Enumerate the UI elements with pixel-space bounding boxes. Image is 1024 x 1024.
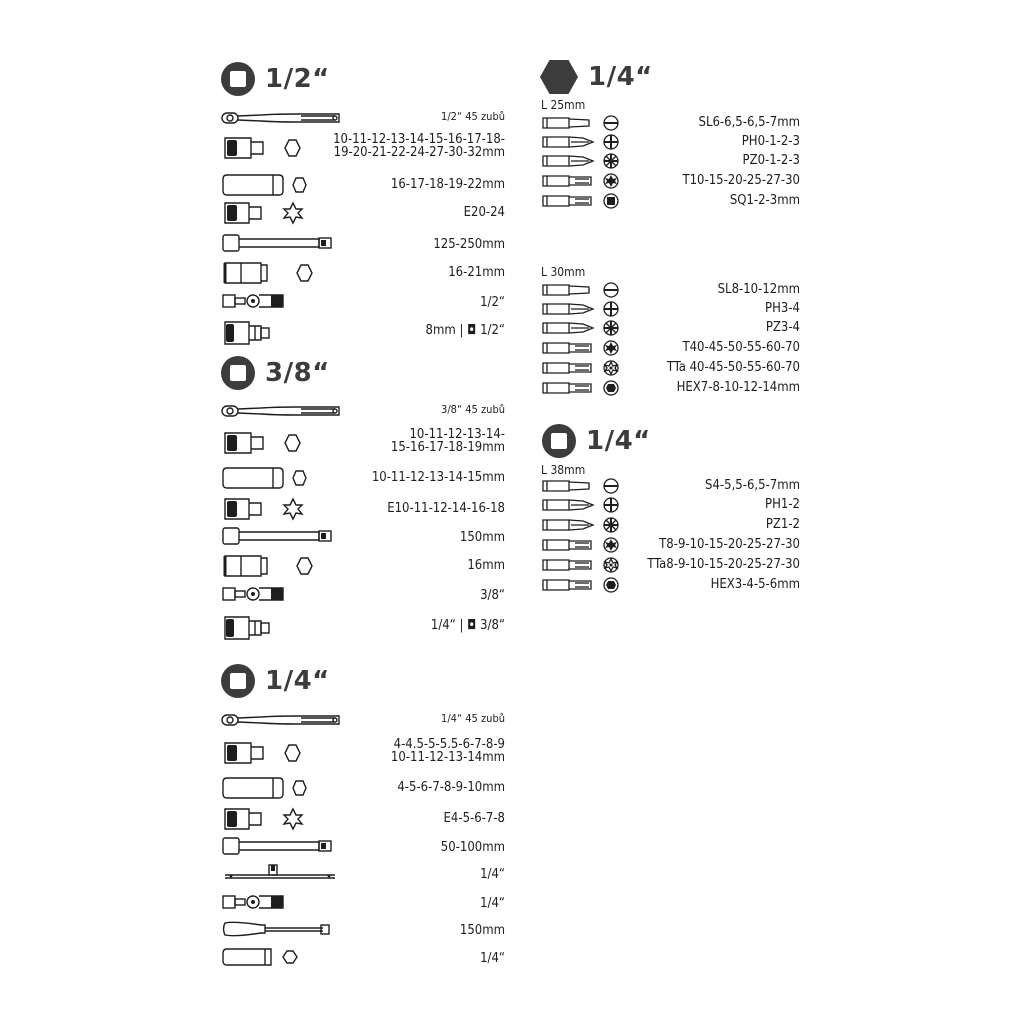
deep-socket-hex-icon <box>221 465 311 495</box>
bit-row <box>541 360 800 376</box>
socket-hex-icon <box>221 430 311 460</box>
bit-length-label: L 25mm <box>541 98 586 112</box>
socket-hex-icon <box>221 740 311 770</box>
bit-row <box>541 153 800 169</box>
tool-row <box>221 946 505 972</box>
torx-bit-icon <box>541 173 621 193</box>
tool-label: 10-11-12-13-14-15mm <box>371 470 505 485</box>
bit-label: PH1-2 <box>765 497 800 512</box>
extension-bar-icon <box>221 232 341 258</box>
tool-row <box>221 318 505 344</box>
tool-label: 1/2“ <box>480 295 505 310</box>
ratchet-icon <box>221 403 341 423</box>
bit-holder-icon <box>221 946 311 972</box>
bit-label: T10-15-20-25-27-30 <box>682 173 800 188</box>
tool-label: E20-24 <box>463 205 505 220</box>
bit-length-label: L 38mm <box>541 463 586 477</box>
tool-row <box>221 862 505 888</box>
tool-label: 3/8“ 45 zubů <box>441 403 505 416</box>
tool-row <box>221 200 505 226</box>
universal-joint-icon <box>221 891 311 917</box>
section-title: 1/4“ <box>588 62 653 92</box>
universal-joint-icon <box>221 290 311 316</box>
bit-row <box>541 173 800 189</box>
slotted-bit-icon <box>541 478 621 498</box>
section-title: 1/4“ <box>265 666 330 696</box>
tool-label: 150mm <box>459 530 505 545</box>
tool-row <box>221 132 505 161</box>
bit-label: T40-45-50-55-60-70 <box>682 340 800 355</box>
bit-row <box>541 478 800 494</box>
tool-row <box>221 172 505 198</box>
t-bar-icon <box>221 862 341 888</box>
tool-row <box>221 891 505 917</box>
bit-label: PZ3-4 <box>765 320 800 335</box>
hex-drive-icon <box>540 60 578 94</box>
section-header-hex-bits <box>540 60 653 94</box>
tool-label: 4-5-6-7-8-9-10mm <box>397 780 505 795</box>
section-header-3-8 <box>221 356 330 390</box>
universal-joint-icon <box>221 583 311 609</box>
square-bit-icon <box>541 193 621 213</box>
bit-row <box>541 115 800 131</box>
hex-bit-icon <box>541 380 621 400</box>
tool-row <box>221 290 505 316</box>
square-drive-icon <box>542 424 576 458</box>
spark-plug-socket-icon <box>221 553 311 583</box>
tool-label: 16-17-18-19-22mm <box>390 177 505 192</box>
tool-row <box>221 553 505 579</box>
deep-socket-hex-icon <box>221 172 311 202</box>
torx-socket-icon <box>221 806 311 836</box>
section-header-1-2 <box>221 62 330 96</box>
row-label-line-1: 10-11-12-13-14- <box>409 427 505 442</box>
section-header-1-4 <box>221 664 330 698</box>
bit-row <box>541 282 800 298</box>
ratchet-icon <box>221 712 341 732</box>
bit-row <box>541 340 800 356</box>
square-drive-icon <box>221 62 255 96</box>
bit-row <box>541 577 800 593</box>
bit-row <box>541 537 800 553</box>
torx-tamper-bit-icon <box>541 557 621 577</box>
slotted-bit-icon <box>541 282 621 302</box>
tool-label: 1/4“ <box>480 867 505 882</box>
bit-label: SL8-10-12mm <box>717 282 800 297</box>
tool-label: 1/2“ 45 zubů <box>441 110 505 123</box>
tool-label: 50-100mm <box>440 840 505 855</box>
bit-label: SL6-6,5-6,5-7mm <box>698 115 800 130</box>
tool-label: 150mm <box>459 923 505 938</box>
tool-label: 1/4“ <box>480 896 505 911</box>
tool-row <box>221 465 505 491</box>
tool-row <box>221 835 505 861</box>
bit-label: HEX3-4-5-6mm <box>710 577 800 592</box>
hex-bit-icon <box>541 577 621 597</box>
tool-label: 1/4“ <box>480 951 505 966</box>
row-label-line-2: 19-20-21-22-24-27-30-32mm <box>333 145 505 160</box>
row-label-line-1: 10-11-12-13-14-15-16-17-18- <box>333 132 505 147</box>
torx-bit-icon <box>541 340 621 360</box>
deep-socket-hex-icon <box>221 775 311 805</box>
tool-row <box>221 232 505 258</box>
tool-label: 16mm <box>467 558 505 573</box>
socket-hex-icon <box>221 135 311 165</box>
tool-label: E10-11-12-14-16-18 <box>387 501 505 516</box>
section-title: 3/8“ <box>265 358 330 388</box>
bit-label: PZ1-2 <box>765 517 800 532</box>
tool-label: 3/8“ <box>480 588 505 603</box>
tool-row <box>221 583 505 609</box>
phillips-bit-icon <box>541 134 621 154</box>
section-title: 1/4“ <box>586 426 651 456</box>
pozidriv-bit-icon <box>541 153 621 173</box>
ratchet-icon <box>221 110 341 130</box>
square-drive-icon <box>221 356 255 390</box>
adapter-icon <box>221 613 311 647</box>
torx-socket-icon <box>221 496 311 526</box>
torx-tamper-bit-icon <box>541 360 621 380</box>
tool-row <box>221 775 505 801</box>
tool-label: 1/4“ 45 zubů <box>441 712 505 725</box>
screwdriver-handle-icon <box>221 918 341 944</box>
row-label-line-2: 10-11-12-13-14mm <box>390 750 505 765</box>
bit-label: S4-5,5-6,5-7mm <box>705 478 800 493</box>
tool-label: 125-250mm <box>433 237 505 252</box>
tool-row <box>221 260 505 286</box>
tool-row <box>221 525 505 551</box>
spark-plug-socket-icon <box>221 260 311 290</box>
tool-label: 8mm | ◘ 1/2“ <box>425 323 505 338</box>
bit-label: SQ1-2-3mm <box>729 193 800 208</box>
tool-row <box>221 737 505 766</box>
bit-label: HEX7-8-10-12-14mm <box>676 380 800 395</box>
bit-row <box>541 320 800 336</box>
bit-row <box>541 557 800 573</box>
section-title: 1/2“ <box>265 64 330 94</box>
tool-label: 16-21mm <box>448 265 505 280</box>
tool-row <box>221 806 505 832</box>
row-label-line-2: 15-16-17-18-19mm <box>390 440 505 455</box>
bit-row <box>541 497 800 513</box>
tool-row <box>221 613 505 639</box>
bit-label: TTa 40-45-50-55-60-70 <box>666 360 800 375</box>
pozidriv-bit-icon <box>541 320 621 340</box>
row-label-line-1: 4-4.5-5-5.5-6-7-8-9 <box>393 737 505 752</box>
bit-label: PH3-4 <box>765 301 800 316</box>
slotted-bit-icon <box>541 115 621 135</box>
tool-row <box>221 712 505 738</box>
bit-length-label: L 30mm <box>541 265 586 279</box>
tool-label <box>333 133 505 159</box>
phillips-bit-icon <box>541 301 621 321</box>
extension-bar-icon <box>221 835 341 861</box>
adapter-icon <box>221 318 311 352</box>
tool-label <box>391 428 505 454</box>
bit-row <box>541 380 800 396</box>
square-drive-icon <box>221 664 255 698</box>
torx-socket-icon <box>221 200 311 230</box>
tool-row <box>221 403 505 429</box>
bit-row <box>541 517 800 533</box>
tool-row <box>221 427 505 456</box>
phillips-bit-icon <box>541 497 621 517</box>
section-header-square-bits <box>542 424 651 458</box>
torx-bit-icon <box>541 537 621 557</box>
bit-label: T8-9-10-15-20-25-27-30 <box>659 537 800 552</box>
tool-label: 1/4“ | ◘ 3/8“ <box>430 618 505 633</box>
bit-label: PZ0-1-2-3 <box>742 153 800 168</box>
pozidriv-bit-icon <box>541 517 621 537</box>
tool-label <box>391 738 505 764</box>
bit-row <box>541 301 800 317</box>
tool-row <box>221 918 505 944</box>
extension-bar-icon <box>221 525 341 551</box>
bit-row <box>541 193 800 209</box>
tool-label: E4-5-6-7-8 <box>443 811 505 826</box>
tool-row <box>221 496 505 522</box>
bit-label: TTa8-9-10-15-20-25-27-30 <box>647 557 800 572</box>
bit-label: PH0-1-2-3 <box>741 134 800 149</box>
bit-row <box>541 134 800 150</box>
